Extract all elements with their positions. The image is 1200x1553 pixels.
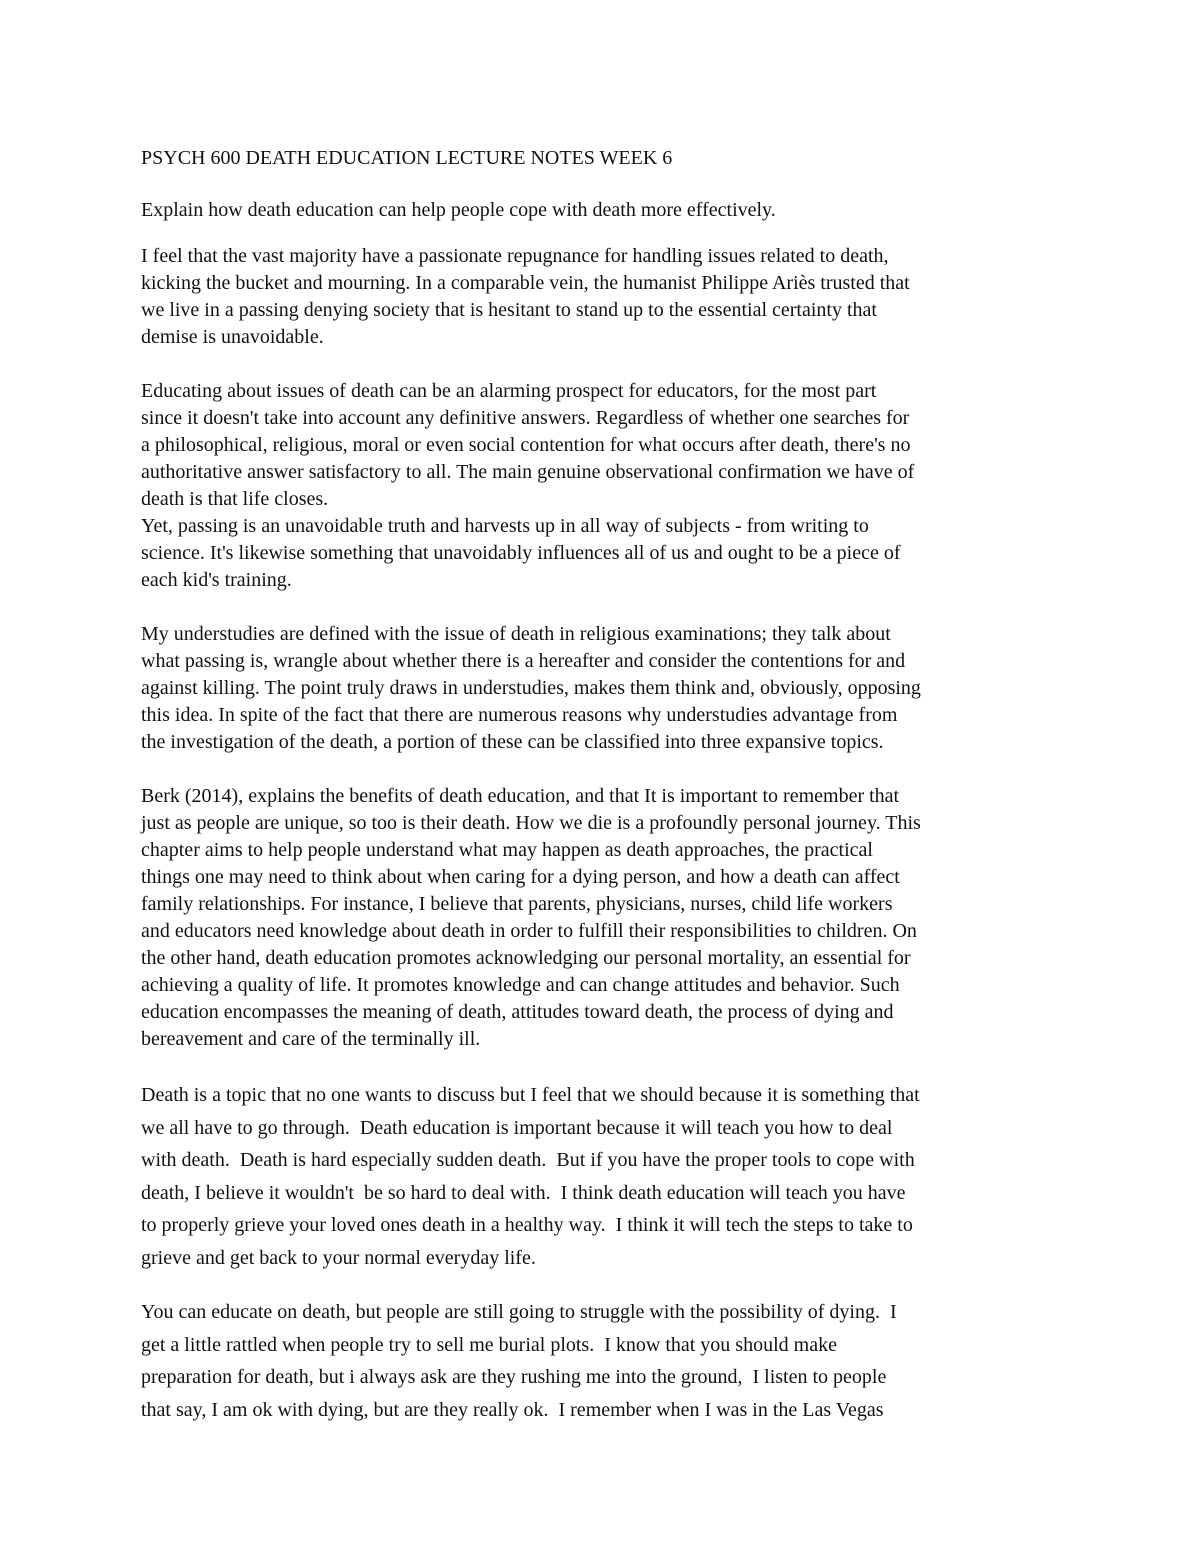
paragraph-7 [141,1296,1071,1426]
paragraph-line: to properly grieve your loved ones death in a healthy way. I think it will tech the steps to take to [141,1214,913,1236]
paragraph-line: each kid's training. [141,569,292,591]
paragraph-line: get a little rattled when people try to sell me burial plots. I know that you should make [141,1333,837,1356]
paragraph-line: kicking the bucket and mourning. In a comparable vein, the humanist Philippe Ariès trusted that [141,272,910,294]
document-title: PSYCH 600 DEATH EDUCATION LECTURE NOTES WEEK 6 [141,147,673,169]
paragraph-line: death is that life closes. [141,488,329,510]
paragraph-line: we live in a passing denying society that is hesitant to stand up to the essential certainty that [141,299,877,321]
paragraph-3 [141,513,1071,594]
paragraph-line: with death. Death is hard especially sudden death. But if you have the proper tools to cope with [141,1149,915,1171]
paragraph-line: against killing. The point truly draws in understudies, makes them think and, obviously, opposing [141,677,921,699]
paragraph-line: things one may need to think about when caring for a dying person, and how a death can affect [141,866,900,888]
paragraph-line: since it doesn't take into account any definitive answers. Regardless of whether one searches for [141,407,910,429]
paragraph-line: a philosophical, religious, moral or even social contention for what occurs after death, there's no [141,434,911,456]
paragraph-line: that say, I am ok with dying, but are they really ok. I remember when I was in the Las Vegas [141,1398,884,1421]
paragraph-1 [141,243,1071,351]
paragraph-line: the other hand, death education promotes acknowledging our personal mortality, an essential for [141,947,911,969]
paragraph-4 [141,621,1071,756]
paragraph-line: grieve and get back to your normal everyday life. [141,1246,536,1269]
paragraph-line: the investigation of the death, a portion of these can be classified into three expansive topics. [141,731,884,753]
paragraph-line: this idea. In spite of the fact that there are numerous reasons why understudies advantage from [141,704,898,726]
paragraph-2 [141,378,1071,513]
paragraph-line: demise is unavoidable. [141,326,324,348]
paragraph-6 [141,1079,1071,1274]
paragraph-line: death, I believe it wouldn't be so hard to deal with. I think death education will teach you have [141,1181,906,1204]
paragraph-line: My understudies are defined with the issue of death in religious examinations; they talk about [141,623,891,645]
paragraph-line: authoritative answer satisfactory to all. The main genuine observational confirmation we have of [141,461,915,483]
document-body [141,143,1071,1426]
paragraph-line: Yet, passing is an unavoidable truth and harvests up in all way of subjects - from writing to [141,515,869,537]
prompt-question: Explain how death education can help people cope with death more effectively. [141,199,776,221]
paragraph-line: chapter aims to help people understand what may happen as death approaches, the practical [141,839,873,861]
paragraph-line: You can educate on death, but people are still going to struggle with the possibility of dying. I [141,1301,897,1323]
paragraph-line: just as people are unique, so too is their death. How we die is a profoundly personal journey. This [141,812,921,834]
paragraph-5 [141,783,1071,1053]
paragraph-line: bereavement and care of the terminally ill. [141,1028,481,1050]
paragraph-line: preparation for death, but i always ask are they rushing me into the ground, I listen to people [141,1366,887,1388]
paragraph-line: Death is a topic that no one wants to discuss but I feel that we should because it is something that [141,1084,920,1106]
paragraph-line: and educators need knowledge about death in order to fulfill their responsibilities to children. On [141,920,917,942]
paragraph-line: what passing is, wrangle about whether there is a hereafter and consider the contentions for and [141,650,906,672]
paragraph-line: I feel that the vast majority have a passionate repugnance for handling issues related to death, [141,245,889,267]
paragraph-line: science. It's likewise something that unavoidably influences all of us and ought to be a piece of [141,542,901,564]
paragraph-line: education encompasses the meaning of death, attitudes toward death, the process of dying and [141,1001,894,1023]
paragraph-line: we all have to go through. Death education is important because it will teach you how to deal [141,1116,893,1139]
paragraph-line: family relationships. For instance, I believe that parents, physicians, nurses, child life workers [141,893,893,915]
paragraph-line: achieving a quality of life. It promotes knowledge and can change attitudes and behavior. Such [141,974,900,996]
paragraph-line: Educating about issues of death can be an alarming prospect for educators, for the most part [141,380,877,402]
paragraph-line: Berk (2014), explains the benefits of death education, and that It is important to remember that [141,785,900,807]
